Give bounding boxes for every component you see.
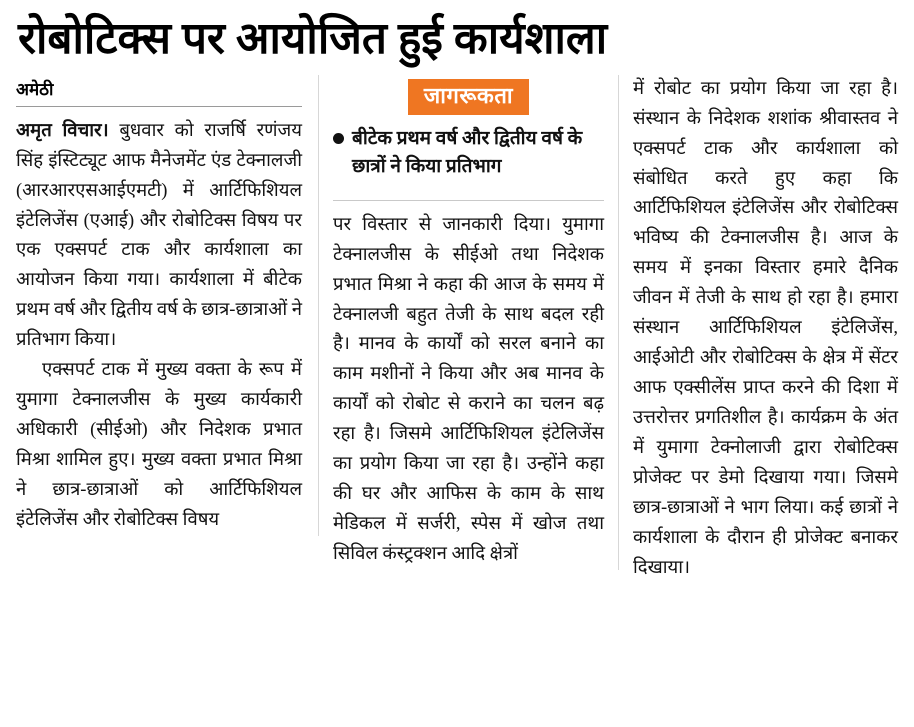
page-title: रोबोटिक्स पर आयोजित हुई कार्यशाला (18, 14, 608, 63)
subheadline-divider (333, 200, 604, 201)
paragraph-2: एक्सपर्ट टाक में मुख्य वक्ता के रूप में युमागा टेक्नालजीस के मुख्य कार्यकारी अधिकारी (सीईओ) और निदेशक प्रभात मिश्रा शामिल हुए। मुख्य वक्ता प्रभात मिश्रा ने छात्र-छात्राओं को आर्टिफिशियल इंटेलिजेंस और रोबोटिक्स विषय (16, 360, 302, 531)
bullet-icon (333, 133, 344, 144)
lead-in-text: अमृत विचार। (16, 120, 109, 141)
kicker-container (333, 79, 604, 115)
subheadline-text: बीटेक प्रथम वर्ष और द्वितीय वर्ष के छात्रों ने किया प्रतिभाग (352, 127, 583, 178)
column-left (16, 75, 319, 537)
dateline-divider (16, 106, 302, 107)
paragraph-3: पर विस्तार से जानकारी दिया। युमागा टेक्नालजीस के सीईओ तथा निदेशक प्रभात मिश्रा ने कहा की आज के समय में टेक्नालजी बहुत तेजी के साथ बदल रही है। मानव के कार्यों को सरल बनाने का काम मशीनों ने किया और अब मानव के कार्यों को रोबोट से कराने का चलन बढ़ रहा है। जिसमे आर्टिफिशियल इंटेलिजेंस का प्रयोग किया जा रहा है। उन्होंने कहा की घर और आफिस के काम के साथ मेडिकल में सर्जरी, स्पेस में खोज तथा सिविल कंस्ट्रक्शन आदि क्षेत्रों (333, 214, 604, 565)
dateline: अमेठी (16, 79, 54, 99)
paragraph-4: में रोबोट का प्रयोग किया जा रहा है। संस्थान के निदेशक शशांक श्रीवास्तव ने एक्सपर्ट टाक और कार्यशाला को संबोधित करते हुए कहा कि आर्टिफिशियल इंटेलिजेंस और रोबोटिक्स भविष्य की टेक्नालजीस है। आज के समय में इनका विस्तार हमारे दैनिक जीवन में तेजी के साथ हो रहा है। हमारा संस्थान आर्टिफिशियल इंटेलिजेंस, आईओटी और रोबोटिक्स के क्षेत्र में सेंटर आफ एक्सीलेंस प्राप्त करने की दिशा में उत्तरोत्तर प्रगतिशील है। कार्यक्रम के अंत में युमागा टेक्नोलाजी द्वारा रोबोटिक्स प्रोजेक्ट पर डेमो दिखाया गया। जिसमे छात्र-छात्राओं ने भाग लिया। कई छात्रों ने कार्यशाला के दौरान ही प्रोजेक्ट बनाकर दिखाया। (633, 78, 898, 579)
subheadline (333, 125, 604, 190)
paragraph-1 (16, 117, 302, 357)
column-middle (319, 75, 619, 571)
article-columns (16, 75, 898, 584)
column-right (619, 75, 898, 584)
paragraph-1-text: बुधवार को राजर्षि रणंजय सिंह इंस्टिट्यूट आफ मैनेजमेंट एंड टेक्नालजी (आरआरएसआईएमटी) में आर्टिफिशियल इंटेलिजेंस (एआई) और रोबोटिक्स विषय पर एक एक्सपर्ट टाक और कार्यशाला का आयोजन किया गया। कार्यशाला में बीटेक प्रथम वर्ष और द्वितीय वर्ष के छात्र-छात्राओं ने प्रतिभाग किया। (16, 120, 303, 351)
status-badge: जागरूकता (408, 79, 529, 115)
